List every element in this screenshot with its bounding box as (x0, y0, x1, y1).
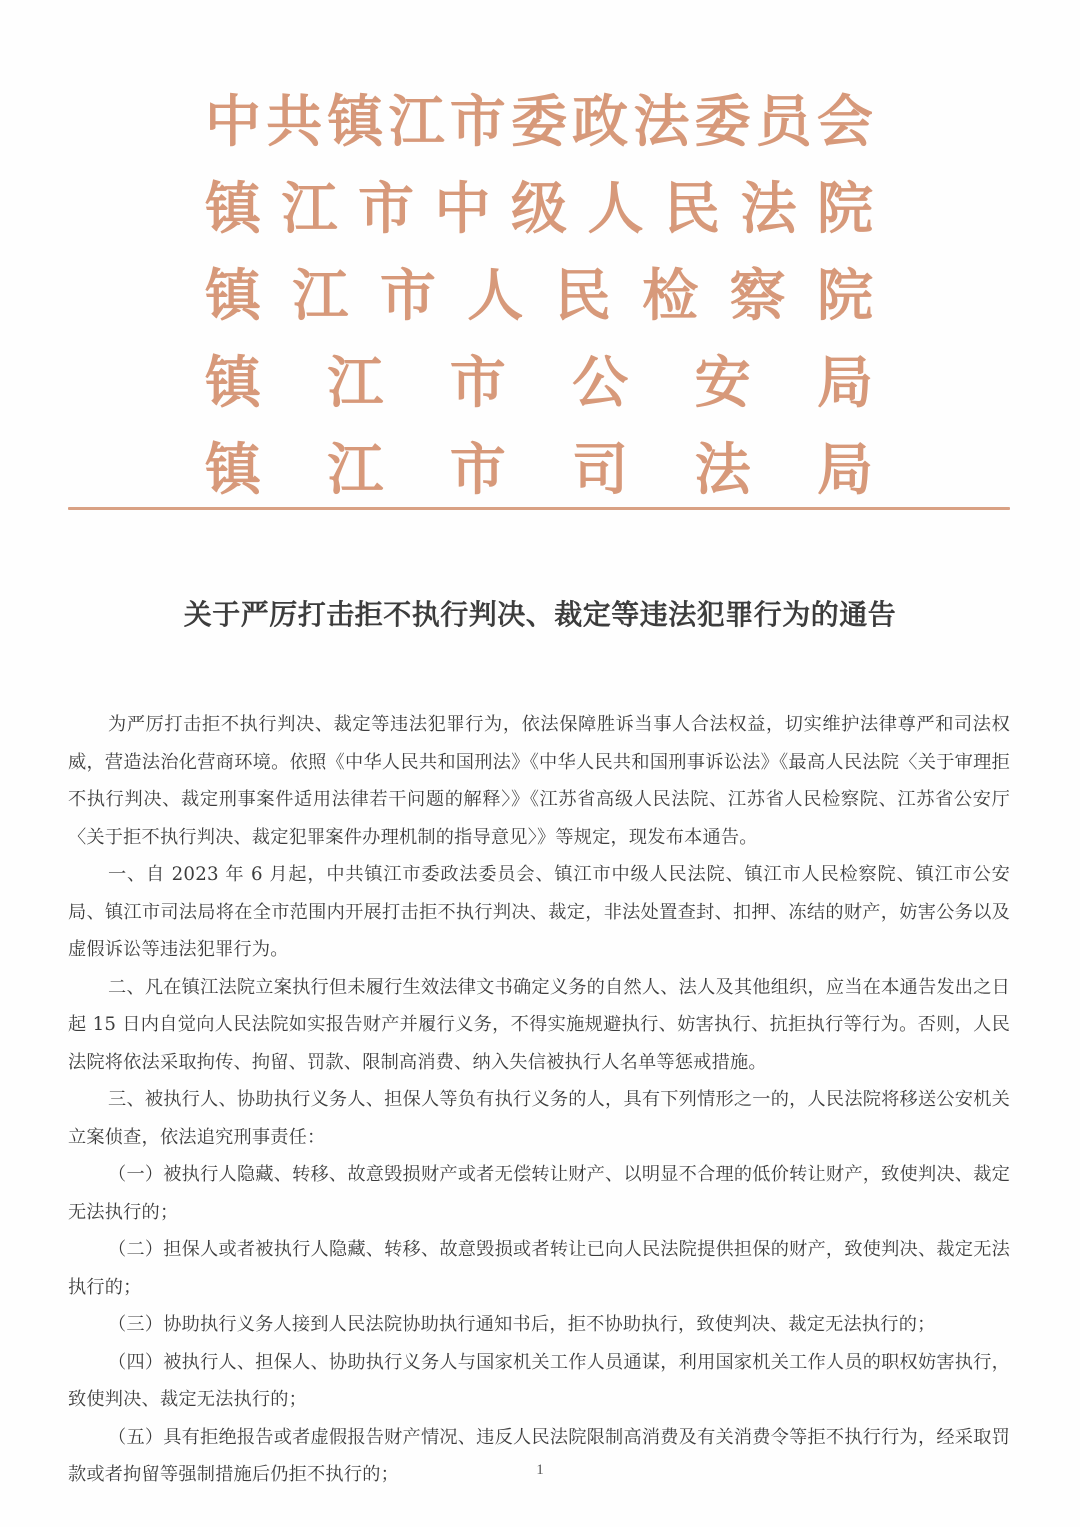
issuing-authorities-masthead (205, 78, 873, 513)
masthead-line-intermediate-court: 镇 江 市 中 级 人 民 法 院 (205, 175, 873, 242)
article-3-item-5: （五）具有拒绝报告或者虚假报告财产情况、违反人民法院限制高消费及有关消费令等拒不执行行为，经采取罚款或者拘留等强制措施后仍拒不执行的； (68, 1426, 1010, 1485)
masthead-line-public-security-bureau: 镇 江 市 公 安 局 (205, 349, 873, 416)
article-2-paragraph: 二、凡在镇江法院立案执行但未履行生效法律文书确定义务的自然人、法人及其他组织，应当在本通告发出之日起 15 日内自觉向人民法院如实报告财产并履行义务，不得实施规避执行、妨害执行、抗拒执行等行为。否则，人民法院将依法采取拘传、拘留、罚款、限制高消费、纳入失信被执行人名单等惩戒措施。 (68, 976, 1010, 1073)
article-3-item-1: （一）被执行人隐藏、转移、故意毁损财产或者无偿转让财产、以明显不合理的低价转让财产，致使判决、裁定无法执行的； (68, 1164, 1010, 1223)
article-3-item-3: （三）协助执行义务人接到人民法院协助执行通知书后，拒不协助执行，致使判决、裁定无法执行的； (108, 1314, 936, 1335)
article-3-item-2: （二）担保人或者被执行人隐藏、转移、故意毁损或者转让已向人民法院提供担保的财产，致使判决、裁定无法执行的； (68, 1239, 1010, 1298)
masthead-line-political-legal-committee: 中 共 镇 江 市 委 政 法 委 员 会 (205, 88, 873, 155)
document-body (68, 706, 1010, 1494)
page-number: 1 (536, 1462, 544, 1478)
document-title: 关于严厉打击拒不执行判决、裁定等违法犯罪行为的通告 (183, 598, 897, 631)
article-3-paragraph: 三、被执行人、协助执行义务人、担保人等负有执行义务的人，具有下列情形之一的，人民法院将移送公安机关立案侦查，依法追究刑事责任： (68, 1089, 1010, 1148)
preamble-paragraph: 为严厉打击拒不执行判决、裁定等违法犯罪行为，依法保障胜诉当事人合法权益，切实维护法律尊严和司法权威，营造法治化营商环境。依照《中华人民共和国刑法》《中华人民共和国刑事诉讼法》《最高人民法院〈关于审理拒不执行判决、裁定刑事案件适用法律若干问题的解释〉》《江苏省高级人民法院、江苏省人民检察院、江苏省公安厅〈关于拒不执行判决、裁定犯罪案件办理机制的指导意见〉》等规定，现发布本通告。 (68, 714, 1010, 848)
masthead-line-justice-bureau: 镇 江 市 司 法 局 (205, 436, 873, 503)
masthead-line-procuratorate: 镇 江 市 人 民 检 察 院 (205, 262, 873, 329)
masthead-divider-rule (68, 507, 1010, 510)
article-1-paragraph: 一、自 2023 年 6 月起，中共镇江市委政法委员会、镇江市中级人民法院、镇江市人民检察院、镇江市公安局、镇江市司法局将在全市范围内开展打击拒不执行判决、裁定，非法处置查封、扣押、冻结的财产，妨害公务以及虚假诉讼等违法犯罪行为。 (68, 864, 1010, 960)
article-3-item-4: （四）被执行人、担保人、协助执行义务人与国家机关工作人员通谋，利用国家机关工作人员的职权妨害执行，致使判决、裁定无法执行的； (68, 1351, 1010, 1410)
